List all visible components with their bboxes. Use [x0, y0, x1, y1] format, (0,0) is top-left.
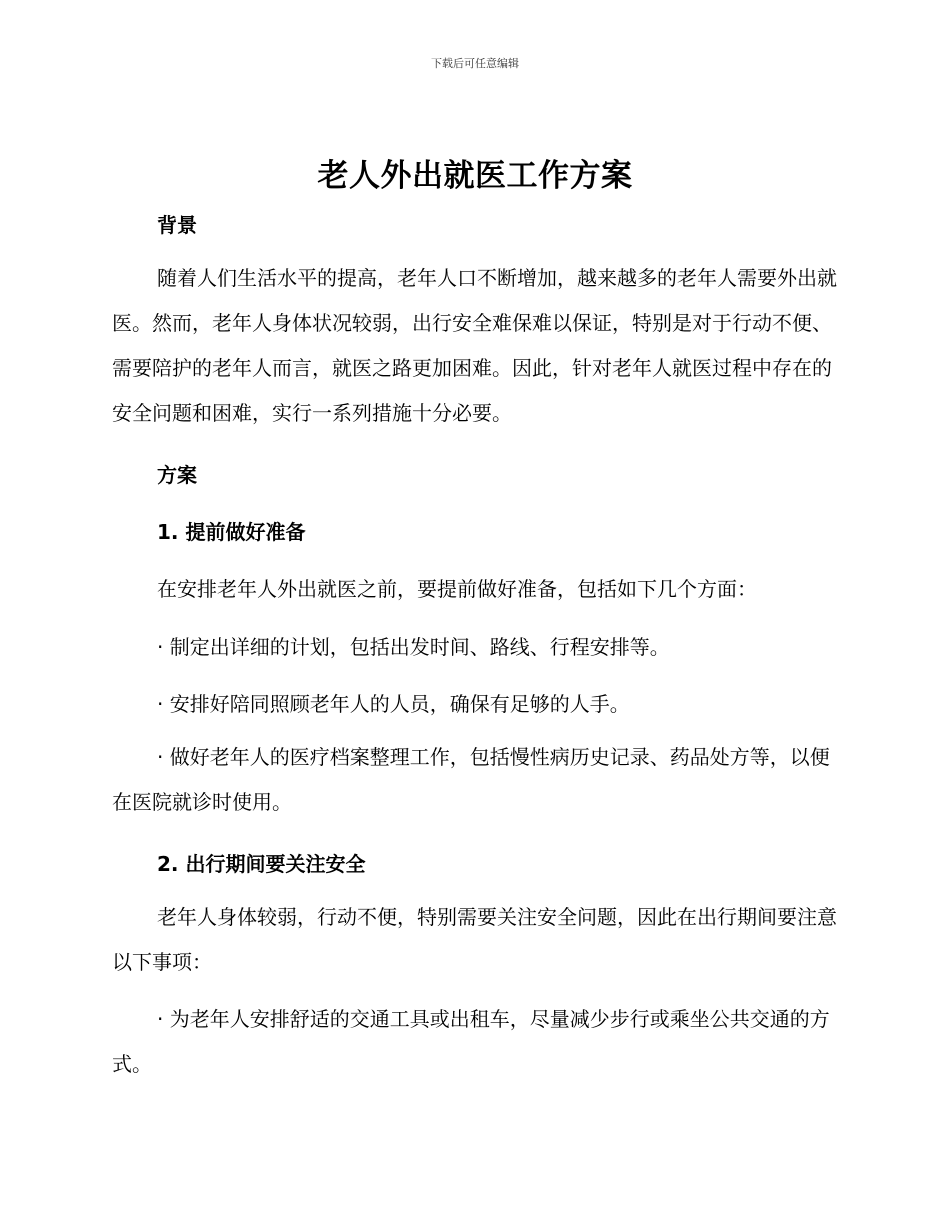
heading-step2: 2. 出行期间要关注安全	[157, 852, 366, 876]
paragraph-step1-intro: 在安排老年人外出就医之前，要提前做好准备，包括如下几个方面：	[157, 577, 757, 601]
document-title: 老人外出就医工作方案	[317, 158, 633, 194]
heading-step1: 1. 提前做好准备	[157, 520, 306, 544]
list-item-step1-3: · 做好老年人的医疗档案整理工作，包括慢性病历史记录、药品处方等，以便在医院就诊时使用。	[112, 745, 830, 814]
list-item-step1-1: · 制定出详细的计划，包括出发时间、路线、行程安排等。	[157, 635, 670, 659]
heading-background: 背景	[157, 213, 197, 237]
list-item-step1-2: · 安排好陪同照顾老年人的人员，确保有足够的人手。	[157, 692, 630, 716]
heading-plan: 方案	[157, 463, 197, 487]
paragraph-step2-intro: 老年人身体较弱，行动不便，特别需要关注安全问题，因此在出行期间要注意以下事项：	[112, 905, 837, 974]
paragraph-background: 随着人们生活水平的提高，老年人口不断增加，越来越多的老年人需要外出就医。然而，老年人身体状况较弱，出行安全难保难以保证，特别是对于行动不便、需要陪护的老年人而言，就医之路更加困难。因此，针对老年人就医过程中存在的安全问题和困难，实行一系列措施十分必要。	[112, 266, 837, 425]
list-item-step2-1: · 为老年人安排舒适的交通工具或出租车，尽量减少步行或乘坐公共交通的方式。	[112, 1007, 830, 1076]
header-note: 下载后可任意编辑	[431, 57, 519, 70]
